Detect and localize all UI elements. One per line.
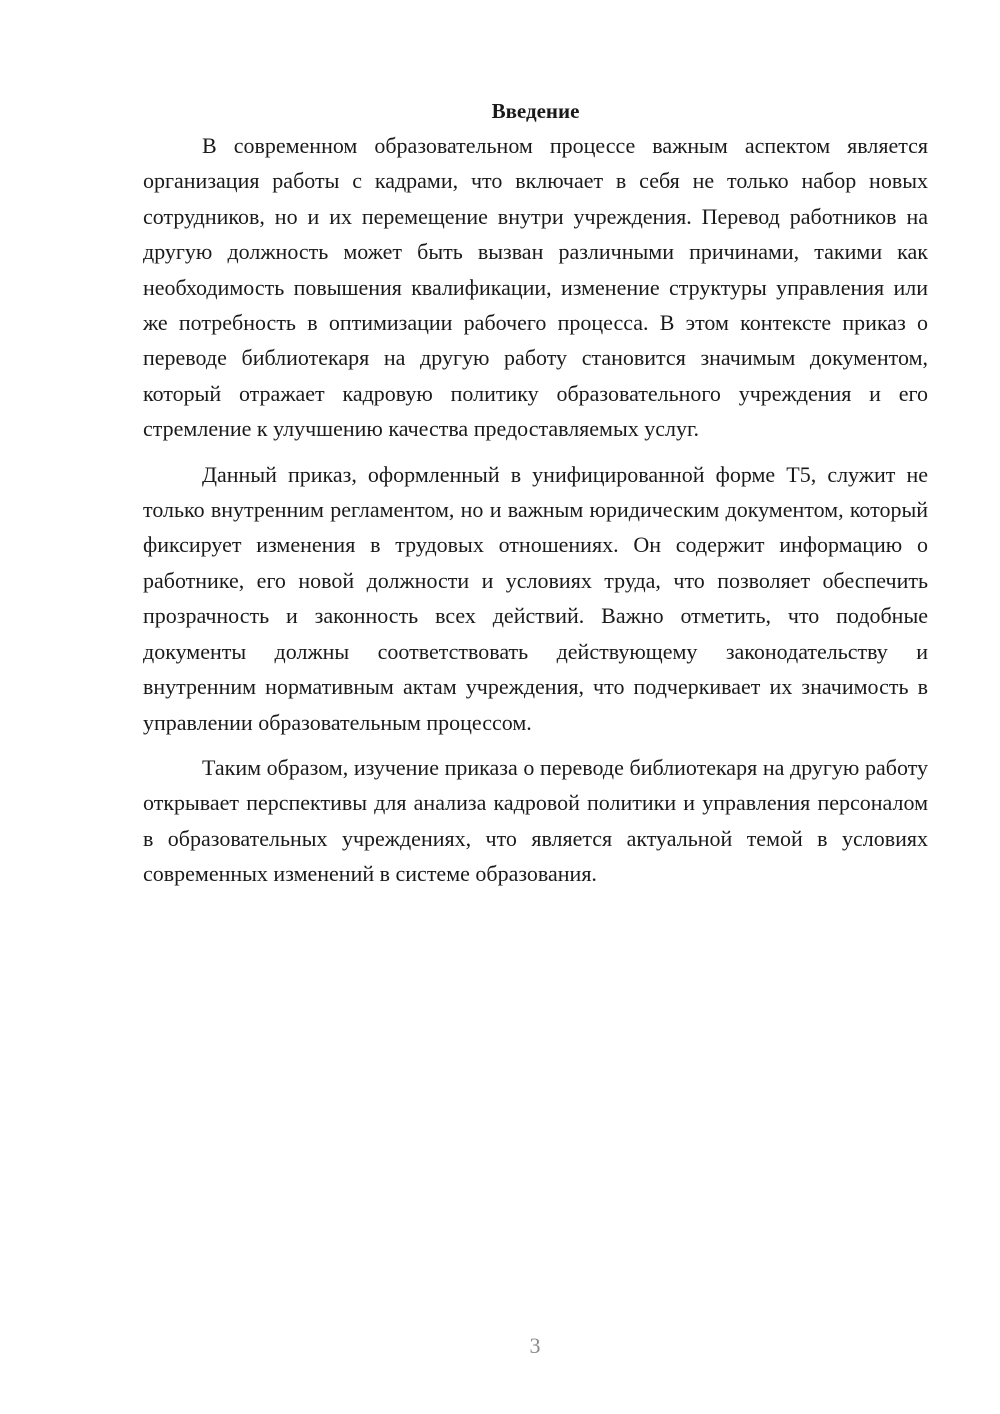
page-content <box>143 96 928 892</box>
paragraph-3: Таким образом, изучение приказа о переводе библиотекаря на другую работу открывает перспективы для анализа кадровой политики и управления персоналом в образовательных учреждениях, что является актуальной темой в условиях современных изменений в системе образования. <box>143 754 928 887</box>
section-heading: Введение <box>491 99 580 123</box>
paragraph-1: В современном образовательном процессе важным аспектом является организация работы с кадрами, что включает в себя не только набор новых сотрудников, но и их перемещение внутри учреждения. Перевод работников на другую должность может быть вызван различными причинами, такими как необходимость повышения квалификации, изменение структуры управления или же потребность в оптимизации рабочего процесса. В этом контексте приказ о переводе библиотекаря на другую работу становится значимым документом, который отражает кадровую политику образовательного учреждения и его стремление к улучшению качества предоставляемых услуг. <box>143 133 928 442</box>
paragraph-2: Данный приказ, оформленный в унифицированной форме Т5, служит не только внутренним регламентом, но и важным юридическим документом, который фиксирует изменения в трудовых отношениях. Он содержит информацию о работнике, его новой должности и условиях труда, что позволяет обеспечить прозрачность и законность всех действий. Важно отметить, что подобные документы должны соответствовать действующему законодательству и внутренним нормативным актам учреждения, что подчеркивает их значимость в управлении образовательным процессом. <box>143 461 928 735</box>
page-number: 3 <box>529 1333 541 1358</box>
